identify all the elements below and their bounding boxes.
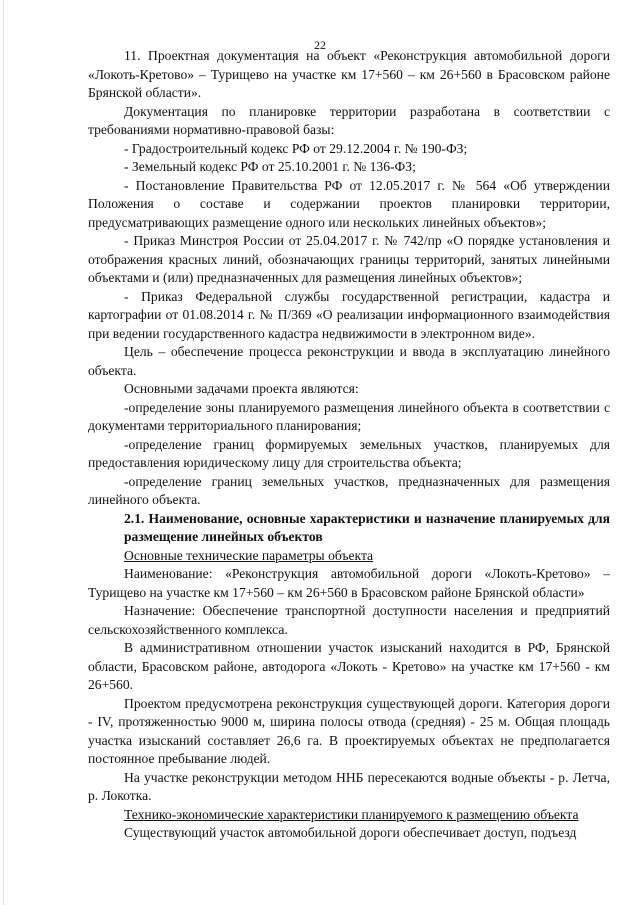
scan-edge-line bbox=[3, 0, 4, 905]
paragraph-location: В административном отношении участок изысканий находится в РФ, Брянской области, Брасовском районе, автодорога «Локоть - Кретово» на участке км 17+560 - км 26+560. bbox=[88, 640, 610, 692]
subheading-economic-characteristics bbox=[88, 806, 610, 825]
list-item-task-2: -определение границ формируемых земельных участков, планируемых для предоставления юридическому лицу для строительства объекта; bbox=[88, 436, 610, 470]
paragraph-reconstruction: Проектом предусмотрена реконструкция существующей дороги. Категория дороги - IV, протяженностью 9000 м, ширина полосы отвода (средняя) - 25 м. Общая площадь участка изысканий составляет 26,6 га. В проектируемых объектах не предполагается постоянное пребывание людей. bbox=[88, 695, 610, 766]
paragraph-water-crossings: На участке реконструкции методом ННБ пересекаются водные объекты - р. Летча, р. Локотка. bbox=[88, 769, 610, 803]
paragraph-goal: Цель – обеспечение процесса реконструкции и ввода в эксплуатацию линейного объекта. bbox=[88, 344, 610, 378]
paragraph-tasks-intro: Основными задачами проекта являются: bbox=[124, 381, 359, 396]
list-item-minstroy-order: - Приказ Минстроя России от 25.04.2017 г. № 742/пр «О порядке установления и отображения красных линий, обозначающих границы территорий, занятых линейными объектами и (или) предназначенных для размещения линейных объектов»; bbox=[88, 233, 610, 285]
subheading-economic-characteristics-text: Технико-экономические характеристики планируемого к размещению объекта bbox=[124, 806, 579, 822]
list-item-government-decree: - Постановление Правительства РФ от 12.05.2017 г. № 564 «Об утверждении Положения о составе и содержании проектов планировки территории, предусматривающих размещение одного или нескольких линейных объектов»; bbox=[88, 177, 610, 230]
paragraph-name: Наименование: «Реконструкция автомобильной дороги «Локоть-Кретово» – Турищево на участке км 17+560 – км 26+560 в Брасовском районе Брянской области» bbox=[88, 566, 610, 600]
list-item-rosreestr-order: - Приказ Федеральной службы государственной регистрации, кадастра и картографии от 01.08.2014 г. № П/369 «О реализации информационного взаимодействия при ведении государственного кадастра недвижимости в электронном виде». bbox=[88, 288, 610, 341]
subheading-technical-parameters-text: Основные технические параметры объекта bbox=[124, 547, 374, 563]
list-item-urban-code: - Градостроительный кодекс РФ от 29.12.2004 г. № 190-ФЗ; bbox=[124, 140, 468, 156]
paragraph-basis: Документация по планировке территории разработана в соответствии с требованиями нормативно-правовой базы: bbox=[88, 103, 610, 137]
list-item-task-1: -определение зоны планируемого размещения линейного объекта в соответствии с документами территориального планирования; bbox=[88, 399, 610, 433]
list-item-task-3: -определение границ земельных участков, предназначенных для размещения линейного объекта. bbox=[88, 473, 610, 507]
paragraph-purpose: Назначение: Обеспечение транспортной доступности населения и предприятий сельскохозяйственного комплекса. bbox=[88, 603, 610, 637]
paragraph-project-title: 11. Проектная документация на объект «Реконструкция автомобильной дороги «Локоть-Кретово» – Турищево на участке км 17+560 – км 26+560 в Брасовском районе Брянской области». bbox=[88, 48, 610, 100]
subheading-technical-parameters bbox=[88, 547, 610, 566]
page-number: 22 bbox=[314, 38, 326, 52]
document-body bbox=[88, 47, 610, 843]
section-heading: 2.1. Наименование, основные характеристики и назначение планируемых для размещение линейных объектов bbox=[124, 510, 610, 544]
list-item-land-code: - Земельный кодекс РФ от 25.10.2001 г. № 136-ФЗ; bbox=[124, 159, 416, 174]
paragraph-existing-road: Существующий участок автомобильной дороги обеспечивает доступ, подъезд bbox=[124, 825, 577, 840]
